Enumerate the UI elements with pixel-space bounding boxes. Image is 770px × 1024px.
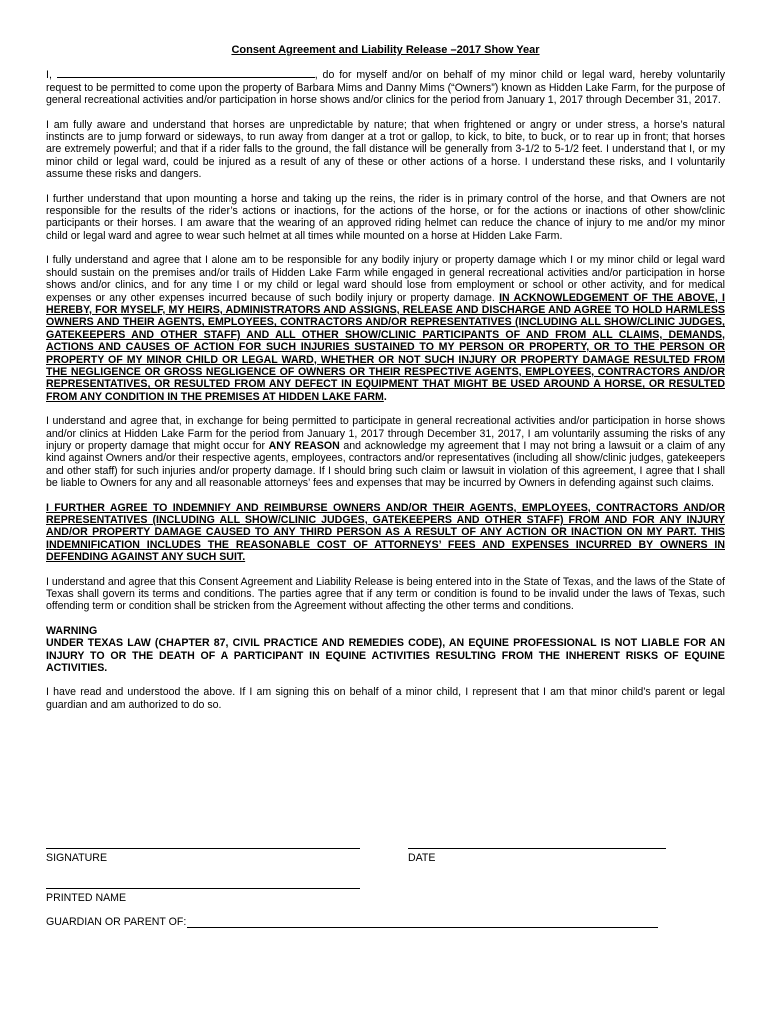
date-line <box>408 848 666 849</box>
guardian-field[interactable] <box>46 916 658 928</box>
warning-block <box>46 625 725 675</box>
warning-heading: WARNING <box>46 624 98 637</box>
intro-lead: I, <box>46 69 57 82</box>
consent-document <box>46 44 725 723</box>
printed-name-label: PRINTED NAME <box>46 892 127 904</box>
printed-name-field[interactable] <box>46 888 360 904</box>
intro-paragraph <box>46 68 725 106</box>
signature-label: SIGNATURE <box>46 852 108 864</box>
guardian-line[interactable] <box>187 916 658 928</box>
release-end: . <box>383 390 387 403</box>
release-bold-text: IN ACKNOWLEDGEMENT OF THE ABOVE, I HEREBY, FOR MYSELF, MY HEIRS, ADMINISTRATORS AND ASSIGNS, RELEASE AND DISCHARGE AND AGREE TO HOLD HARMLESS OWNERS AND THEIR AGENTS, EMPLOYEES, CONTRACTORS AND/OR REPRESENTATIVES (INCLUDING ALL SHOW/CLINIC JUDGES, GATEKEEPERS AND OTHER STAFF) AND ALL OTHER SHOW/CLINIC PARTICIPANTS OF AND FROM ALL CLAIMS, DEMANDS, ACTIONS AND CAUSES OF ACTION FOR SUCH INJURIES SUSTAINED TO MY PERSON OR PROPERTY, OR TO THE PERSON OR PROPERTY OF MY MINOR CHILD OR LEGAL WARD, WHETHER OR NOT SUCH INJURY OR PROPERTY DAMAGE RESULTED FROM THE NEGLIGENCE OR GROSS NEGLIGENCE OF OWNERS OR THEIR RESPECTIVE AGENTS, EMPLOYEES, CONTRACTORS AND/OR REPRESENTATIVES, OR RESULTED FROM ANY DEFECT IN EQUIPMENT THAT MIGHT BE USED AROUND A HORSE, OR RESULTED FROM ANY CONDITION IN THE PREMISES AT HIDDEN LAKE FARM <box>46 291 725 403</box>
intro-rest: , do for myself and/or on behalf of my minor child or legal ward, hereby voluntarily request to be permitted to come upon the property of Barbara Mims and Danny Mims (“Owners”) known as Hidden Lake Farm, for the purpose of general recreational activities and/or participation in horse shows and/or clinics for the period from January 1, 2017 through December 31, 2017. <box>46 69 725 107</box>
warning-text: UNDER TEXAS LAW (CHAPTER 87, CIVIL PRACTICE AND REMEDIES CODE), AN EQUINE PROFESSIONAL IS NOT LIABLE FOR AN INJURY TO OR THE DEATH OF A PARTICIPANT IN EQUINE ACTIVITIES RESULTING FROM THE INHERENT RISKS OF EQUINE ACTIVITIES. <box>46 637 725 675</box>
acknowledgement-paragraph: I have read and understood the above. If I am signing this on behalf of a minor child, I represent that I am that minor child’s parent or legal guardian and am authorized to do so. <box>46 686 725 711</box>
signature-line <box>46 848 360 849</box>
name-blank-line[interactable] <box>57 68 315 78</box>
signature-field[interactable] <box>46 848 360 864</box>
release-plain-text: I fully understand and agree that I alone am to be responsible for any bodily injury or property damage which I or my minor child or legal ward should sustain on the premises and/or trails of Hidden Lake Farm while engaged in general recreational activities and/or participation in horse shows and/or clinics, and for any time I or my child or legal ward should lose from employment or school or other activity, and for medical expenses or any other expenses incurred because of such bodily injury or property damage. <box>46 254 725 304</box>
release-paragraph <box>46 254 725 403</box>
governing-law-paragraph: I understand and agree that this Consent Agreement and Liability Release is being entered into in the State of Texas, and the laws of the State of Texas shall govern its terms and conditions. The parties agree that if any term or condition is found to be invalid under the laws of Texas, such offending term or condition shall be stricken from the Agreement without affecting the other terms and conditions. <box>46 575 725 613</box>
assumption-paragraph <box>46 415 725 489</box>
printed-name-line <box>46 888 360 889</box>
guardian-label: GUARDIAN OR PARENT OF: <box>46 916 187 928</box>
risk-paragraph: I am fully aware and understand that horses are unpredictable by nature; that when frightened or angry or under stress, a horse’s natural instincts are to jump forward or sideways, to run away from danger at a trot or gallop, to kick, to bite, to buck, or to rear up in front; that horses are extremely powerful; and that if a rider falls to the ground, the fall distance will be generally from 3-1/2 to 5-1/2 feet. I understand that I, or my minor child or legal ward, could be injured as a result of any of these or other actions of a horse. I understand these risks, and I voluntarily assume these risks and dangers. <box>46 118 725 181</box>
assumption-text-a: I understand and agree that, in exchange for being permitted to participate in general recreational activities and/or participation in horse shows and/or clinics at Hidden Lake Farm for the period from January 1, 2017 through December 31, 2017, I am voluntarily assuming the risks of any injury or property damage that might occur for <box>46 415 725 452</box>
date-field[interactable] <box>408 848 666 864</box>
control-paragraph: I further understand that upon mounting a horse and taking up the reins, the rider is in primary control of the horse, and that Owners are not responsible for the results of the rider’s actions or inactions, for the actions of the horse, or for the actions or inactions of other show/clinic participants or their horses. I am aware that the wearing of an approved riding helmet can reduce the chance of injury to me and/or my minor child or legal ward and agree to wear such helmet at all times while mounted on a horse at Hidden Lake Farm. <box>46 192 725 242</box>
assumption-text-b: and acknowledge my agreement that I may not bring a lawsuit or a claim of any kind against Owners and/or their respective agents, employees, contractors and/or representatives (including all show/clinic judges, gatekeepers and other staff) for such injuries and/or property damage. If I should bring such claim or lawsuit in violation of this agreement, I agree that I shall be liable to Owners for any and all reasonable attorneys’ fees and expenses that may be incurred by Owners in defending against such claims. <box>46 439 725 490</box>
any-reason-text: ANY REASON <box>268 439 340 452</box>
document-title: Consent Agreement and Liability Release –2017 Show Year <box>231 44 540 56</box>
indemnify-paragraph: I FURTHER AGREE TO INDEMNIFY AND REIMBURSE OWNERS AND/OR THEIR AGENTS, EMPLOYEES, CONTRACTORS AND/OR REPRESENTATIVES (INCLUDING ALL SHOW/CLINIC JUDGES, GATEKEEPERS AND OTHER STAFF) FROM AND FOR ANY INJURY AND/OR PROPERTY DAMAGE CAUSED TO ANY THIRD PERSON AS A RESULT OF ANY ACTION OR INACTION ON MY PART. THIS INDEMNIFICATION INCLUDES THE REASONABLE COST OF ATTORNEYS’ FEES AND EXPENSES INCURRED BY OWNERS IN DEFENDING AGAINST ANY SUCH SUIT. <box>46 501 725 564</box>
date-label: DATE <box>408 852 436 864</box>
